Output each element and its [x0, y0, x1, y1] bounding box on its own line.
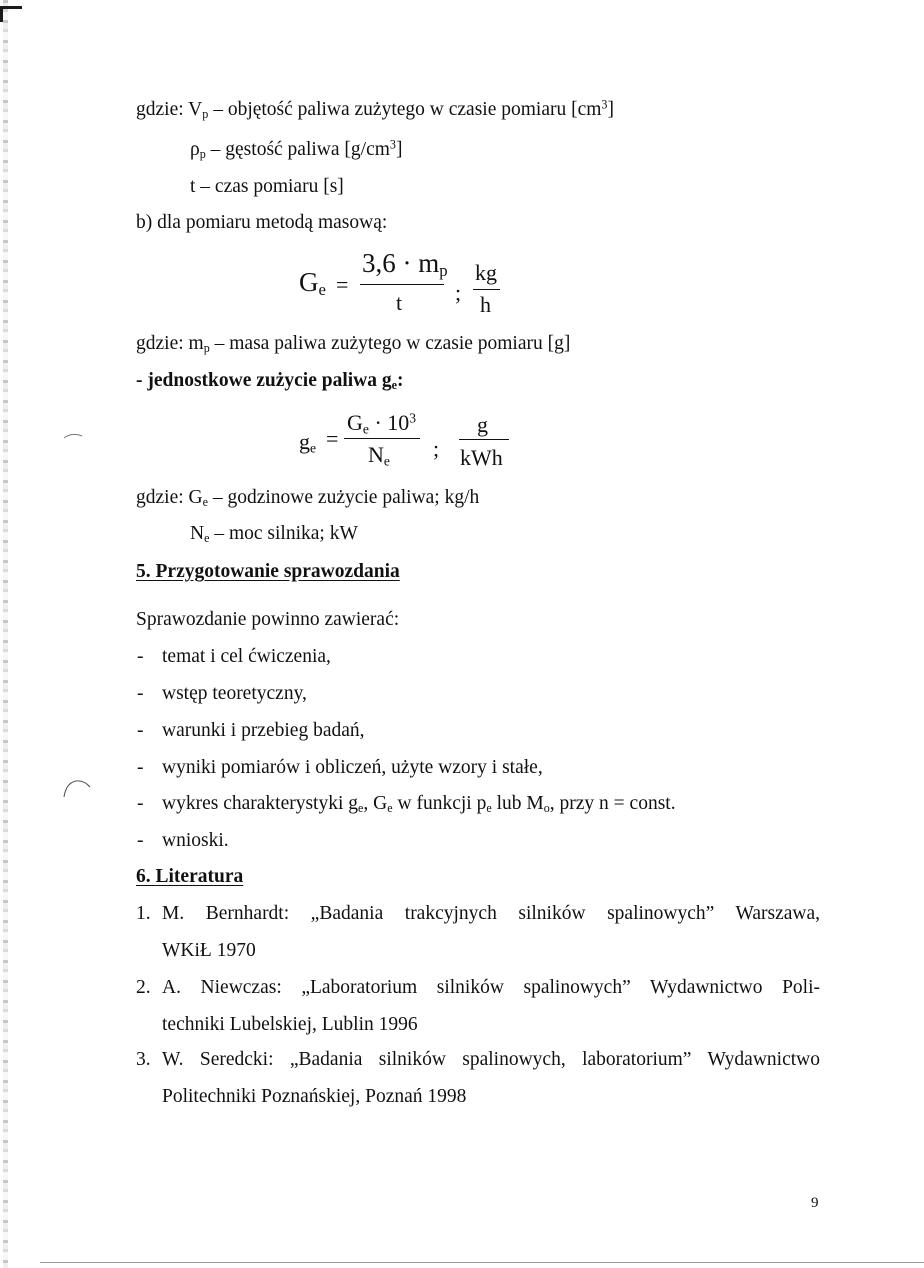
- reference-text-continued: Politechniki Poznańskiej, Poznań 1998: [162, 1086, 467, 1107]
- unit-fraction-bar: [473, 289, 500, 290]
- report-intro: Sprawozdanie powinno zawierać:: [136, 609, 400, 630]
- reference-text: M. Bernhardt: „Badania trakcyjnych silników spalinowych” Warszawa,: [162, 903, 820, 924]
- scan-edge-shadow: [3, 0, 8, 1268]
- section-5-heading: 5. Przygotowanie sprawozdania: [136, 561, 400, 582]
- fraction-bar: [344, 438, 420, 439]
- list-bullet: -: [137, 720, 144, 741]
- list-bullet: -: [137, 830, 144, 851]
- reference-text: A. Niewczas: „Laboratorium silników spalinowych” Wydawnictwo Poli-: [162, 977, 820, 998]
- list-item: warunki i przebieg badań,: [162, 720, 365, 741]
- specific-consumption-heading: - jednostkowe zużycie paliwa $g_e$:: [136, 370, 404, 393]
- definition-mass: gdzie: $m_p$ – masa paliwa zużytego w czasie pomiaru [g]: [136, 333, 571, 356]
- reference-text-continued: WKiŁ 1970: [162, 940, 256, 961]
- list-item: wnioski.: [162, 830, 229, 851]
- pen-hook-mark: [60, 777, 94, 799]
- definition-density: $\rho_p$ – gęstość paliwa $[g/cm^3]$: [190, 137, 403, 162]
- definition-engine-power: $N_e$ – moc silnika; kW: [190, 523, 358, 546]
- reference-text-continued: techniki Lubelskiej, Lublin 1996: [162, 1014, 418, 1035]
- scan-corner-mark-vertical: [0, 6, 3, 22]
- list-item: wykres charakterystyki $g_e$, $G_e$ w funkcji $p_e$ lub $M_o$, przy n = const.: [162, 793, 676, 816]
- definition-volume: gdzie: $V_p$ – objętość paliwa zużytego w czasie pomiaru $[cm^3]$: [136, 97, 614, 122]
- pen-stroke-mark: [62, 430, 86, 440]
- list-item: wyniki pomiarów i obliczeń, użyte wzory i stałe,: [162, 757, 543, 778]
- list-bullet: -: [137, 683, 144, 704]
- reference-number: 3.: [136, 1049, 151, 1070]
- list-item: temat i cel ćwiczenia,: [162, 646, 331, 667]
- scan-bottom-edge: [40, 1262, 924, 1263]
- page-number: 9: [811, 1195, 819, 1211]
- definition-time: t – czas pomiaru [s]: [190, 176, 344, 197]
- list-item: wstęp teoretyczny,: [162, 683, 307, 704]
- scan-corner-mark: [0, 6, 22, 9]
- list-bullet: -: [137, 757, 144, 778]
- section-6-heading: 6. Literatura: [136, 866, 244, 887]
- reference-text: W. Seredcki: „Badania silników spalinowych, laboratorium” Wydawnictwo: [162, 1049, 820, 1070]
- list-bullet: -: [137, 646, 144, 667]
- list-bullet: -: [137, 793, 144, 814]
- fraction-bar: [360, 284, 444, 285]
- reference-number: 1.: [136, 903, 151, 924]
- reference-number: 2.: [136, 977, 151, 998]
- definition-hourly-consumption: gdzie: $G_e$ – godzinowe zużycie paliwa; kg/h: [136, 487, 480, 510]
- unit-fraction-bar: [459, 439, 509, 440]
- section-b-label: b) dla pomiaru metodą masową:: [136, 212, 388, 233]
